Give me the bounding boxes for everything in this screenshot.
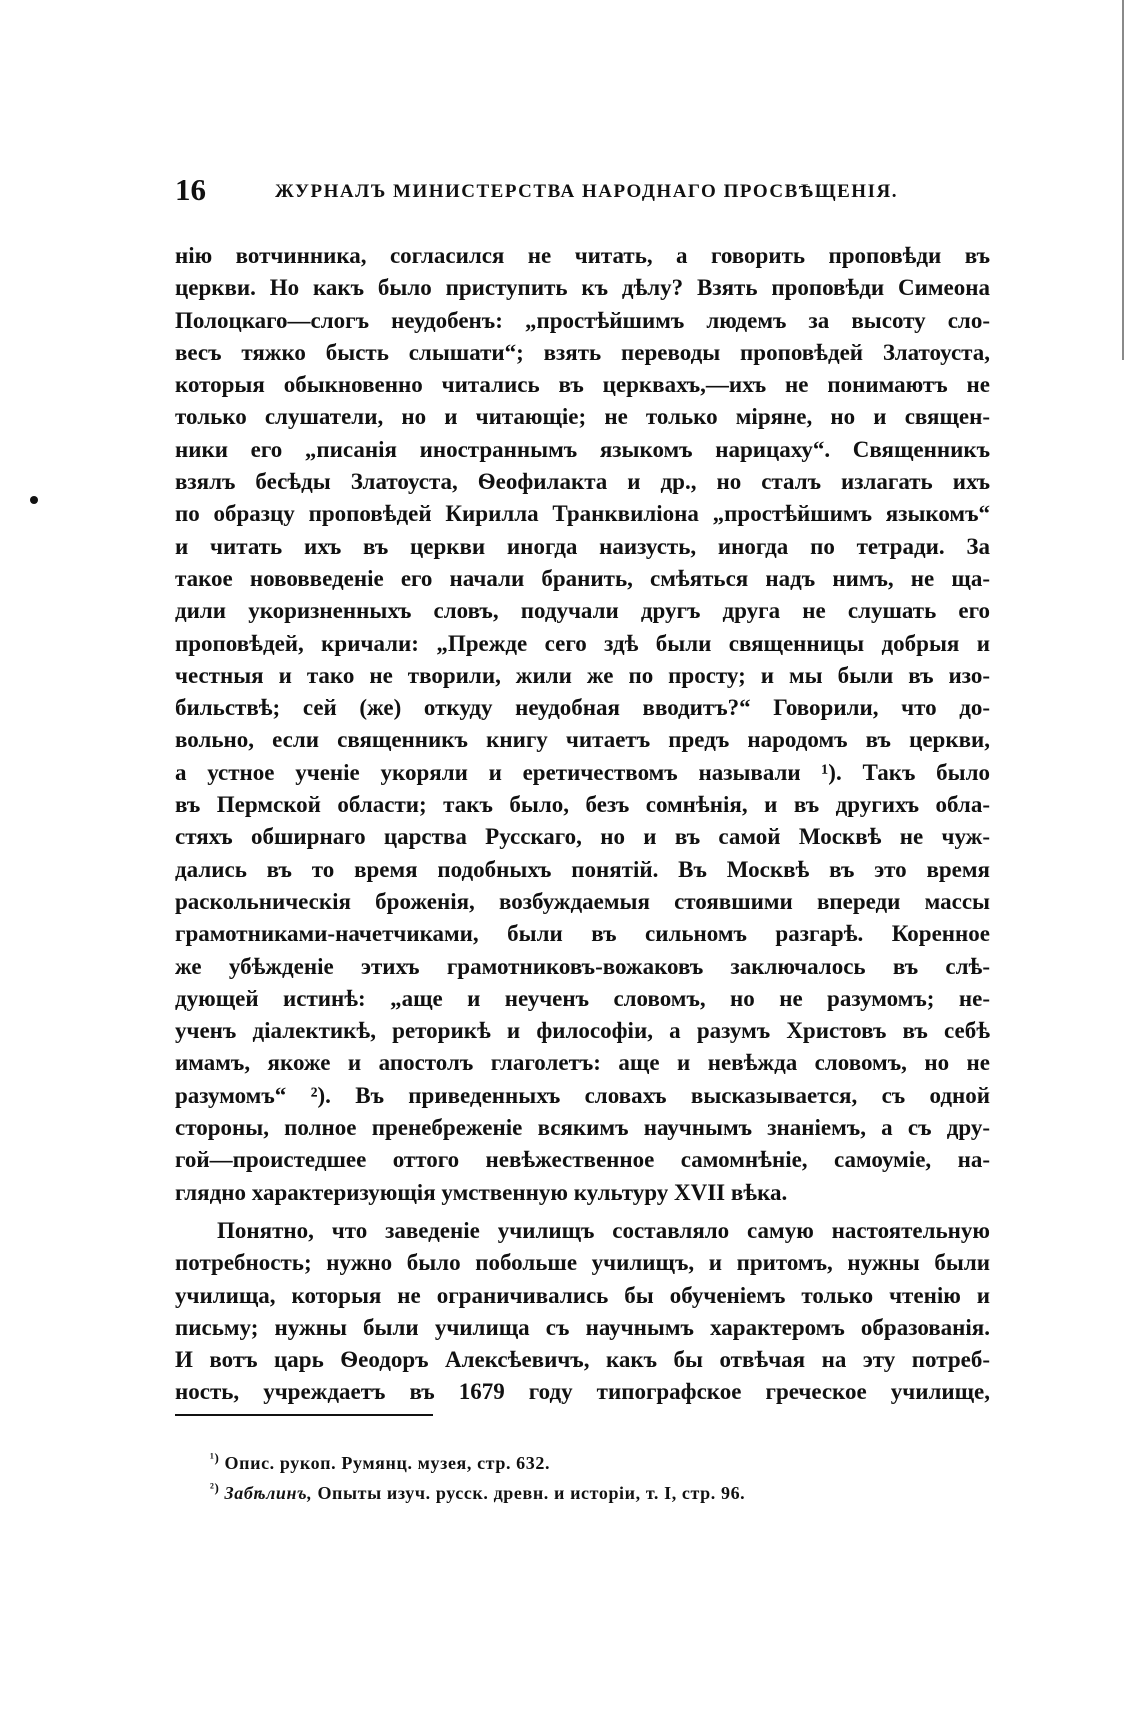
footnote-text: Опыты изуч. русск. древн. и исторіи, т. I, стр. 96. bbox=[317, 1483, 746, 1503]
text-line: и читать ихъ въ церкви иногда наизусть, иногда по тетради. За bbox=[175, 533, 990, 559]
text-line: гой—проистедшее оттого невѣжественное самомнѣніе, самоуміе, на- bbox=[175, 1147, 990, 1173]
text-line: бильствѣ; сей (же) откуду неудобная вводитъ?“ Говорили, что до- bbox=[175, 695, 990, 721]
text-line: дались въ то время подобныхъ понятій. Въ Москвѣ въ это время bbox=[175, 856, 990, 882]
text-line: въ Пермской области; такъ было, безъ сомнѣнія, и въ другихъ обла- bbox=[175, 792, 990, 818]
footnotes bbox=[210, 1448, 930, 1508]
text-line: Полоцкаго—слогъ неудобенъ: „простѣйшимъ людемъ за высоту сло- bbox=[175, 307, 990, 333]
text-line: ученъ діалектикѣ, реторикѣ и философіи, а разумъ Христовъ въ себѣ bbox=[175, 1018, 990, 1044]
text-line: церкви. Но какъ было приступить къ дѣлу? Взять проповѣди Симеона bbox=[175, 275, 990, 301]
text-line: взялъ бесѣды Златоуста, Ѳеофилакта и др., но сталъ излагать ихъ bbox=[175, 469, 990, 495]
text-line: грамотниками-начетчиками, были въ сильномъ разгарѣ. Коренное bbox=[175, 921, 990, 947]
text-line: письму; нужны были училища съ научнымъ характеромъ образованія. bbox=[175, 1314, 990, 1340]
footnote-1 bbox=[210, 1448, 930, 1478]
footnote-author: Забѣлинъ, bbox=[224, 1483, 313, 1503]
text-line: которыя обыкновенно читались въ церквахъ,—ихъ не понимаютъ не bbox=[175, 372, 990, 398]
text-line: дующей истинѣ: „аще и неученъ словомъ, но не разумомъ; не- bbox=[175, 985, 990, 1011]
text-line: глядно характеризующія умственную культуру XVII вѣка. bbox=[175, 1179, 788, 1205]
text-line: стороны, полное пренебреженіе всякимъ научнымъ знаніемъ, а съ дру- bbox=[175, 1115, 990, 1141]
footnote-marker: ²) bbox=[210, 1480, 220, 1495]
text-line: ники его „писанія иностраннымъ языкомъ нарицаху“. Священникъ bbox=[175, 436, 990, 462]
text-line: Понятно, что заведеніе училищъ составляло самую настоятельную bbox=[217, 1217, 990, 1243]
text-line: потребность; нужно было побольше училищъ, и притомъ, нужны были bbox=[175, 1250, 990, 1276]
footnote-2 bbox=[210, 1478, 930, 1508]
text-line: И вотъ царь Ѳеодоръ Алексѣевичъ, какъ бы отвѣчая на эту потреб- bbox=[175, 1347, 990, 1373]
text-line: ность, учреждаетъ въ 1679 году типографское греческое училище, bbox=[175, 1379, 990, 1405]
page-number: 16 bbox=[175, 172, 206, 207]
text-line: честныя и тако не творили, жили же по просту; и мы были въ изо- bbox=[175, 662, 990, 688]
paragraph-2 bbox=[175, 1215, 990, 1409]
text-line: имамъ, якоже и апостолъ глаголетъ: аще и невѣжда словомъ, но не bbox=[175, 1050, 990, 1076]
text-line: такое нововведеніе его начали бранить, смѣяться надъ нимъ, не ща- bbox=[175, 565, 990, 591]
page-edge-line bbox=[1122, 0, 1124, 360]
running-head bbox=[175, 172, 990, 212]
text-line: училища, которыя не ограничивались бы обученіемъ только чтенію и bbox=[175, 1282, 990, 1308]
text-line: нію вотчинника, согласился не читать, а говорить проповѣди въ bbox=[175, 243, 990, 268]
text-line: разумомъ“ ²). Въ приведенныхъ словахъ высказывается, съ одной bbox=[175, 1082, 990, 1108]
text-line: вольно, если священникъ книгу читаетъ предъ народомъ въ церкви, bbox=[175, 727, 990, 753]
paragraph-1 bbox=[175, 240, 990, 1209]
text-line: по образцу проповѣдей Кирилла Транквиліона „простѣйшимъ языкомъ“ bbox=[175, 501, 990, 527]
margin-mark bbox=[30, 496, 38, 504]
text-line: проповѣдей, кричали: „Прежде сего здѣ были священницы добрыя и bbox=[175, 630, 990, 656]
journal-title: ЖУРНАЛЪ МИНИСТЕРСТВА НАРОДНАГО ПРОСВѢЩЕНІЯ. bbox=[275, 181, 898, 202]
footnote-text: Опис. рукоп. Румянц. музея, стр. 632. bbox=[224, 1453, 551, 1473]
footnote-marker: ¹) bbox=[210, 1450, 220, 1465]
text-line: стяхъ обширнаго царства Русскаго, но и въ самой Москвѣ не чуж- bbox=[175, 824, 990, 850]
text-line: только слушатели, но и читающіе; не только міряне, но и священ- bbox=[175, 404, 990, 430]
text-line: же убѣжденіе этихъ грамотниковъ-вожаковъ заключалось въ слѣ- bbox=[175, 953, 990, 979]
text-line: а устное ученіе укоряли и еретичествомъ называли ¹). Такъ было bbox=[175, 759, 990, 785]
body-text bbox=[175, 240, 990, 1409]
text-line: раскольническія броженія, возбуждаемыя стоявшими впереди массы bbox=[175, 888, 990, 914]
footnote-divider bbox=[175, 1414, 433, 1416]
text-line: дили укоризненныхъ словъ, подучали другъ друга не слушать его bbox=[175, 598, 990, 624]
text-line: весъ тяжко бысть слышати“; взять переводы проповѣдей Златоуста, bbox=[175, 339, 990, 365]
